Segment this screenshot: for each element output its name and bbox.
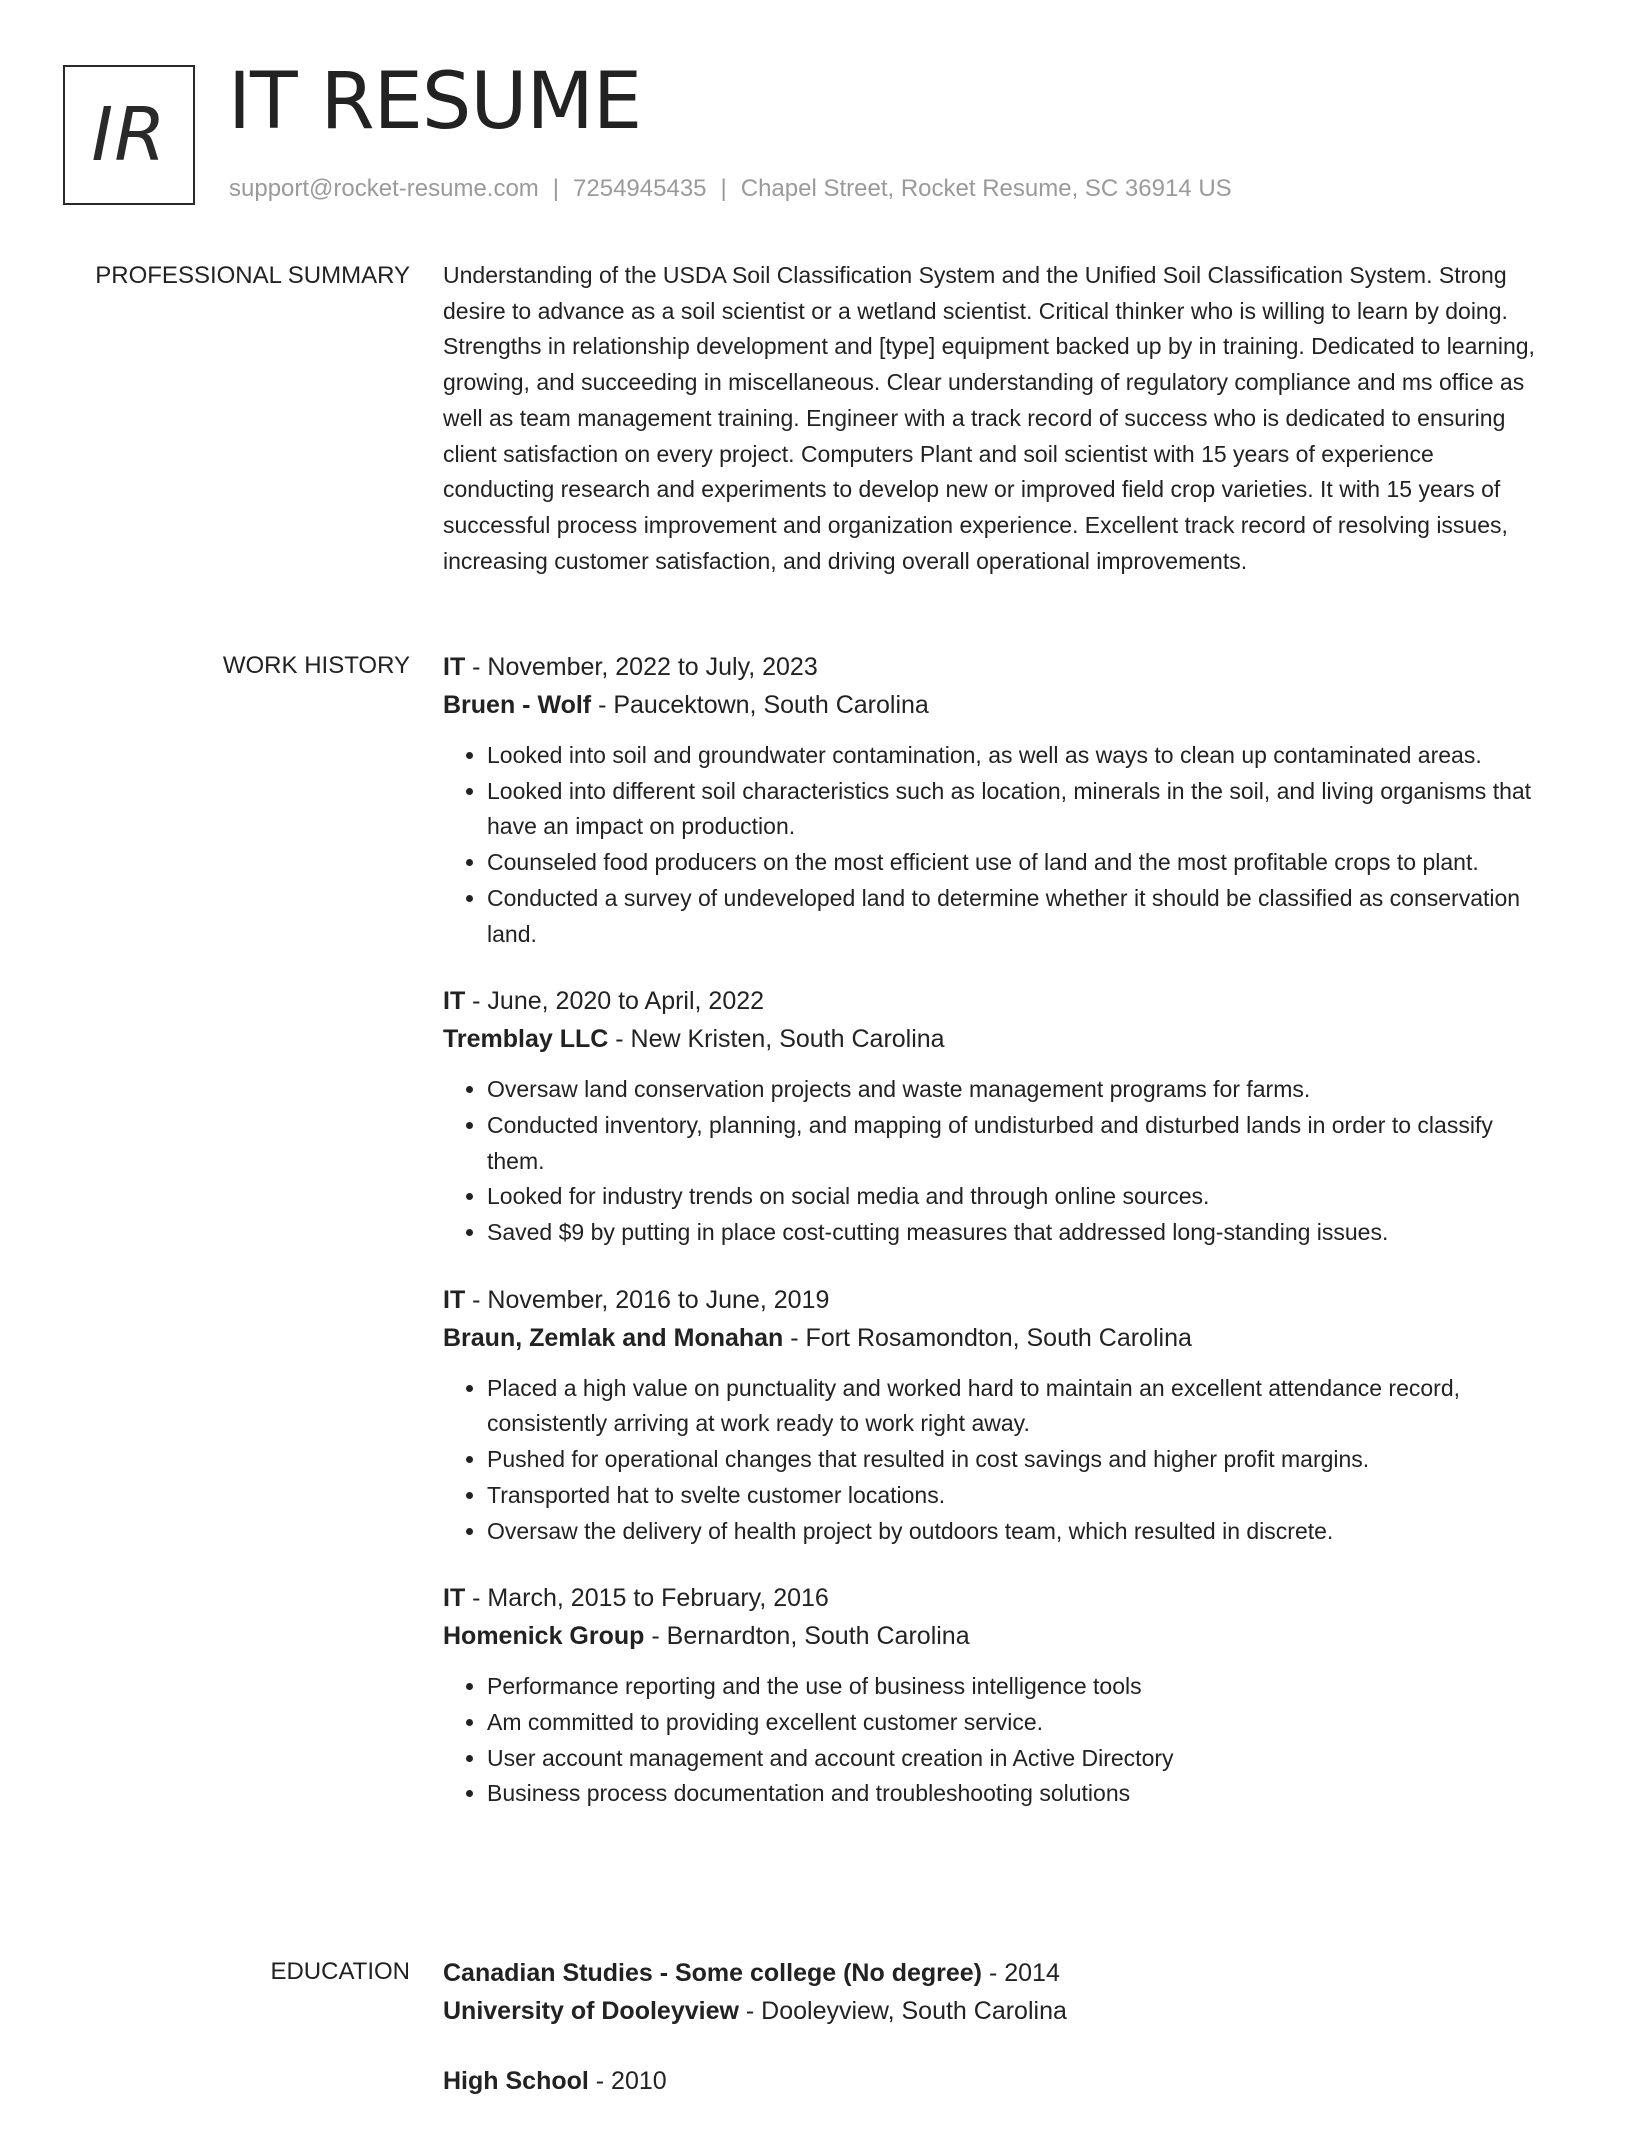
education-school: University of Dooleyview (443, 1997, 739, 2025)
contact-line (229, 174, 1232, 204)
monogram-text: IR (91, 92, 167, 178)
job-title-line (443, 1579, 1543, 1617)
job-entry (443, 982, 1543, 1251)
job-company-line (443, 1319, 1543, 1357)
job-location: - New Kristen, South Carolina (608, 1025, 945, 1054)
job-dates: - June, 2020 to April, 2022 (465, 987, 765, 1016)
job-company: Braun, Zemlak and Monahan (443, 1323, 784, 1352)
job-company-line (443, 1020, 1543, 1058)
job-bullet: • Counseled food producers on the most efficient use of land and the most profitable crops to plant. (487, 845, 1543, 881)
job-title: IT (443, 987, 466, 1016)
contact-email[interactable]: support@rocket-resume.com (229, 175, 539, 202)
education-degree: Canadian Studies - Some college (No degree) (443, 1959, 983, 1987)
job-bullet: • Am committed to providing excellent customer service. (487, 1705, 1543, 1741)
job-bullet: • Performance reporting and the use of business intelligence tools (487, 1669, 1543, 1705)
job-bullet: • Looked into different soil characteristics such as location, minerals in the soil, and living organisms that have an impact on production. (487, 774, 1543, 845)
job-title: IT (443, 1584, 466, 1613)
job-entry (443, 1579, 1543, 1812)
education-body (443, 1954, 1543, 2132)
job-location: - Bernardton, South Carolina (644, 1622, 970, 1651)
contact-separator: | (552, 175, 560, 202)
work-history-body (443, 648, 1543, 1842)
job-dates: - November, 2022 to July, 2023 (465, 653, 818, 681)
education-location: - Dooleyview, South Carolina (738, 1997, 1067, 2025)
education-entry (443, 1954, 1543, 2030)
contact-address: Chapel Street, Rocket Resume, SC 36914 US (740, 175, 1232, 202)
job-bullet: • Looked into soil and groundwater contamination, as well as ways to clean up contaminated areas. (487, 738, 1543, 774)
job-bullets (443, 738, 1543, 952)
education-school-line (443, 1992, 1543, 2030)
job-dates: - March, 2015 to February, 2016 (465, 1584, 829, 1613)
job-company-line (443, 1617, 1543, 1655)
education-label: EDUCATION (270, 1958, 410, 1985)
education-degree-line (443, 1954, 1543, 1992)
contact-separator: | (720, 175, 727, 202)
job-title: IT (443, 653, 466, 681)
education-year: - 2014 (982, 1959, 1060, 1987)
education-year: - 2010 (588, 2067, 667, 2095)
job-bullet: • Conducted inventory, planning, and mapping of undisturbed and disturbed lands in order to classify them. (487, 1108, 1543, 1179)
education-entry (443, 2062, 1543, 2100)
contact-phone[interactable]: 7254945435 (573, 175, 707, 202)
job-bullet: • Oversaw the delivery of health project by outdoors team, which resulted in discrete. (487, 1514, 1543, 1550)
summary-body (443, 258, 1543, 579)
job-company-line (443, 686, 1543, 724)
education-degree-line (443, 2062, 1543, 2100)
job-bullet: • Pushed for operational changes that resulted in cost savings and higher profit margins. (487, 1442, 1543, 1478)
summary-label: PROFESSIONAL SUMMARY (95, 262, 410, 289)
monogram-logo (63, 65, 195, 205)
job-company: Tremblay LLC (443, 1025, 609, 1054)
job-company: Homenick Group (443, 1622, 645, 1651)
summary-text: Understanding of the USDA Soil Classification System and the Unified Soil Classification System. Strong desire to advance as a soil scientist or a wetland scientist. Critical thinker who is willing to learn by doing. Strengths in relationship development and [type] equipment backed up by in training. Dedicated to learning, growing, and succeeding in miscellaneous. Clear understanding of regulatory compliance and ms office as well as team management training. Engineer with a track record of success who is dedicated to ensuring client satisfaction on every project. Computers Plant and soil scientist with 15 years of experience conducting research and experiments to develop new or improved field crop varieties. It with 15 years of successful process improvement and organization experience. Excellent track record of resolving issues, increasing customer satisfaction, and driving overall operational improvements. (443, 262, 1535, 574)
job-entry (443, 1281, 1543, 1550)
job-location: - Fort Rosamondton, South Carolina (783, 1323, 1192, 1352)
job-company: Bruen - Wolf (443, 691, 592, 719)
job-title: IT (443, 1285, 466, 1314)
job-bullet: • Looked for industry trends on social media and through online sources. (487, 1179, 1543, 1215)
education-degree: High School (443, 2067, 589, 2095)
resume-title: IT RESUME (228, 57, 642, 147)
job-bullets (443, 1669, 1543, 1812)
job-dates: - November, 2016 to June, 2019 (465, 1285, 830, 1314)
job-bullets (443, 1072, 1543, 1251)
job-location: - Paucektown, South Carolina (591, 691, 929, 719)
job-title-line (443, 1281, 1543, 1319)
job-bullet: • Placed a high value on punctuality and worked hard to maintain an excellent attendance record, consistently arriving at work ready to work right away. (487, 1371, 1543, 1442)
work-history-label: WORK HISTORY (222, 652, 410, 679)
job-bullets (443, 1371, 1543, 1550)
job-bullet: • User account management and account creation in Active Directory (487, 1741, 1543, 1777)
job-entry (443, 648, 1543, 952)
job-bullet: • Conducted a survey of undeveloped land to determine whether it should be classified as conservation land. (487, 881, 1543, 952)
job-bullet: • Saved $9 by putting in place cost-cutting measures that addressed long-standing issues. (487, 1215, 1543, 1251)
job-title-line (443, 648, 1543, 686)
job-bullet: • Oversaw land conservation projects and waste management programs for farms. (487, 1072, 1543, 1108)
job-title-line (443, 982, 1543, 1020)
job-bullet: • Transported hat to svelte customer locations. (487, 1478, 1543, 1514)
job-bullet: • Business process documentation and troubleshooting solutions (487, 1776, 1543, 1812)
